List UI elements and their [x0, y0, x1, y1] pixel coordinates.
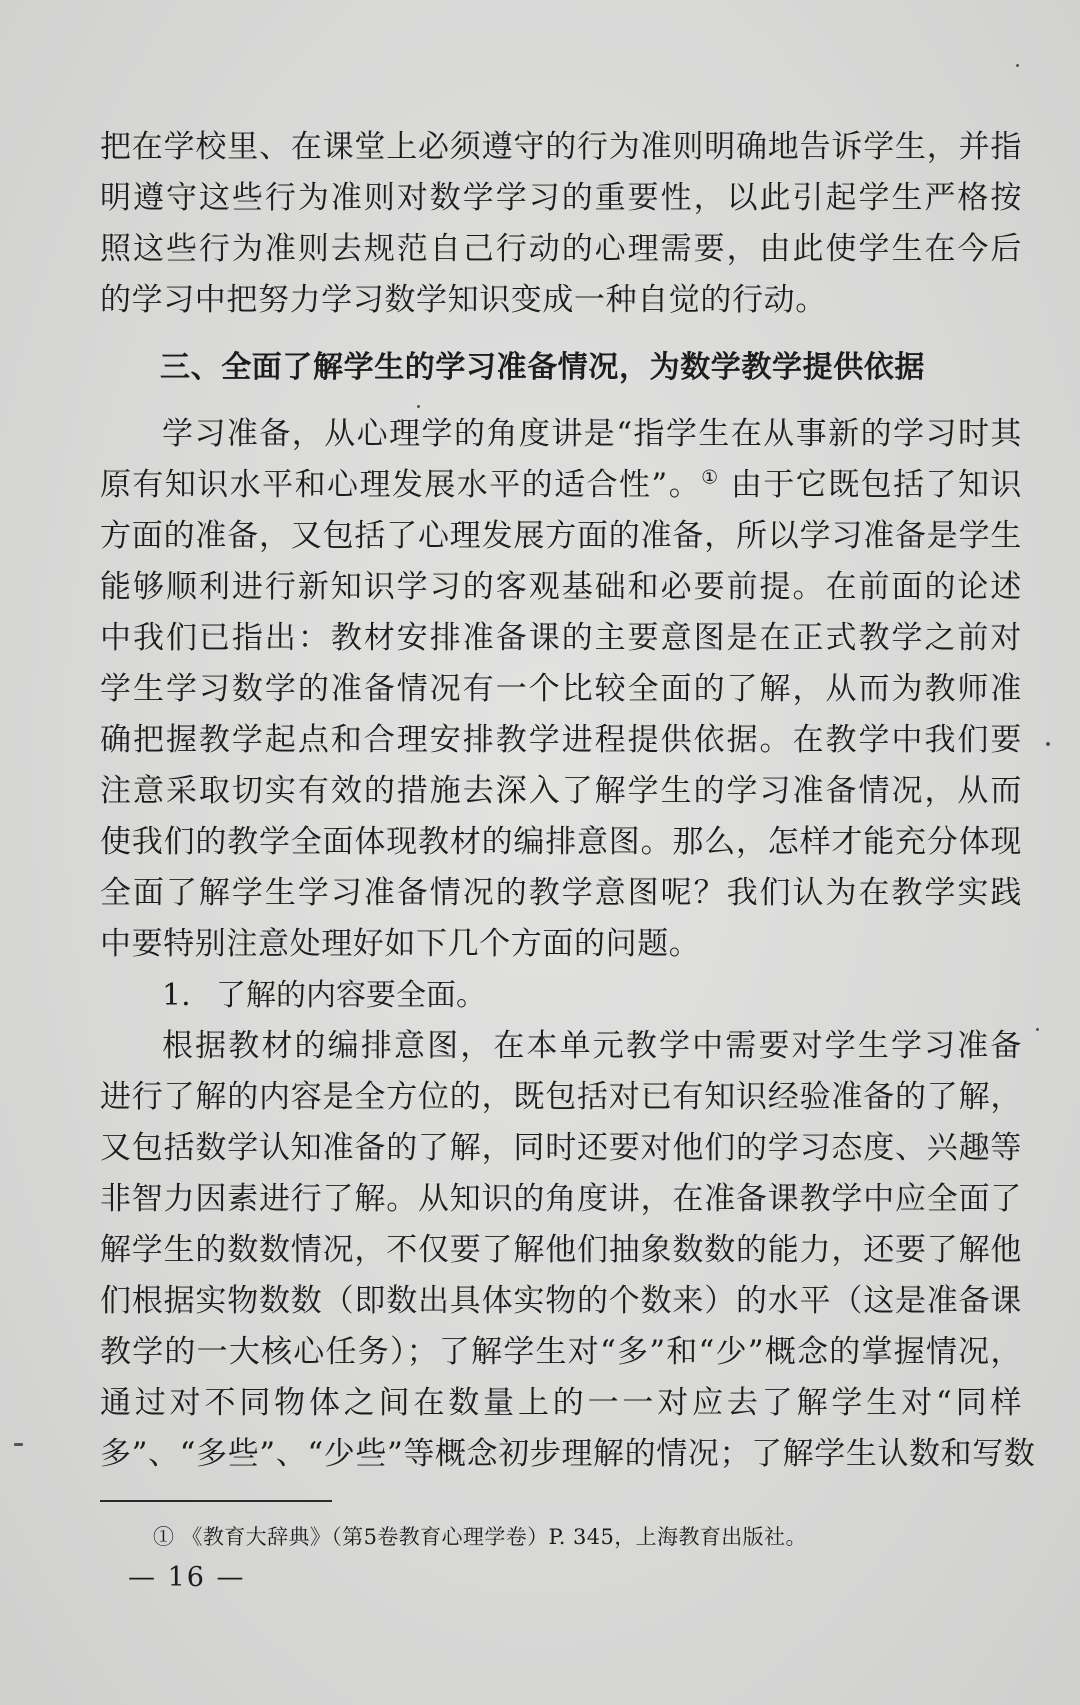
paper-speck — [14, 1443, 23, 1446]
paper-speck — [1016, 64, 1019, 67]
text-line: 学习准备，从心理学的角度讲是“指学生在从事新的学习时其 — [162, 416, 1022, 452]
page-body — [100, 122, 1036, 1480]
text-fragment: 原有知识水平和心理发展水平的适合性”。 — [100, 467, 702, 503]
paragraph-readiness — [100, 409, 1022, 970]
text-line: 解学生的数数情况，不仅要了解他们抽象数数的能力，还要了解他 — [100, 1232, 1022, 1268]
text-line: 确把握教学起点和合理安排教学进程提供依据。在教学中我们要 — [100, 722, 1022, 758]
text-line: 非智力因素进行了解。从知识的角度讲，在准备课教学中应全面了 — [100, 1181, 1022, 1217]
section-heading: 三、全面了解学生的学习准备情况，为数学教学提供依据 — [160, 350, 925, 385]
text-line: 进行了解的内容是全方位的，既包括对已有知识经验准备的了解， — [100, 1079, 1022, 1115]
list-item-text: 了解的内容要全面。 — [216, 978, 486, 1013]
text-line: 注意采取切实有效的措施去深入了解学生的学习准备情况，从而 — [100, 773, 1022, 809]
page-number: — 16 — — [128, 1562, 246, 1593]
text-line: 照这些行为准则去规范自己行动的心理需要，由此使学生在今后 — [100, 231, 1022, 267]
footnote: ① 《教育大辞典》（第5卷教育心理学卷）P. 345，上海教育出版社。 — [153, 1525, 807, 1549]
text-line: 根据教材的编排意图，在本单元教学中需要对学生学习准备 — [162, 1028, 1022, 1064]
text-line: 能够顺利进行新知识学习的客观基础和必要前提。在前面的论述 — [100, 569, 1022, 605]
paragraph-content — [100, 1021, 1036, 1480]
text-line: 明遵守这些行为准则对数学学习的重要性，以此引起学生严格按 — [100, 180, 1022, 216]
footnote-divider — [100, 1500, 332, 1502]
text-line: 中要特别注意处理好如下几个方面的问题。 — [100, 926, 701, 962]
text-line: 使我们的教学全面体现教材的编排意图。那么，怎样才能充分体现 — [100, 824, 1022, 860]
text-line: 教学的一大核心任务）；了解学生对“多”和“少”概念的掌握情况， — [100, 1334, 1022, 1370]
text-line: 学生学习数学的准备情况有一个比较全面的了解，从而为教师准 — [100, 671, 1022, 707]
text-line: 方面的准备，又包括了心理发展方面的准备，所以学习准备是学生 — [100, 518, 1022, 554]
paper-speck — [417, 405, 420, 408]
text-line: 们根据实物数数（即数出具体实物的个数来）的水平（这是准备课 — [100, 1283, 1022, 1319]
paper-speck — [1046, 742, 1050, 746]
text-line-with-footnote — [100, 460, 1022, 511]
text-line: 全面了解学生学习准备情况的教学意图呢？我们认为在教学实践 — [100, 875, 1022, 911]
list-item — [100, 970, 1022, 1021]
text-line: 把在学校里、在课堂上必须遵守的行为准则明确地告诉学生，并指 — [100, 129, 1022, 165]
text-line: 又包括数学认知准备的了解，同时还要对他们的学习态度、兴趣等 — [100, 1130, 1022, 1166]
text-fragment: 由于它既包括了知识 — [719, 467, 1023, 503]
text-line: 通过对不同物体之间在数量上的一一对应去了解学生对“同样 — [100, 1385, 1022, 1421]
footnote-reference: ① — [701, 466, 720, 489]
paper-speck — [1036, 1028, 1039, 1031]
text-line: 的学习中把努力学习数学知识变成一种自觉的行动。 — [100, 282, 827, 318]
text-line: 中我们已指出：教材安排准备课的主要意图是在正式教学之前对 — [100, 620, 1022, 656]
paragraph-continuation — [100, 122, 1022, 326]
text-line: 多”、“多些”、“少些”等概念初步理解的情况；了解学生认数和写数 — [100, 1436, 1036, 1472]
list-item-number: 1. — [162, 978, 191, 1013]
